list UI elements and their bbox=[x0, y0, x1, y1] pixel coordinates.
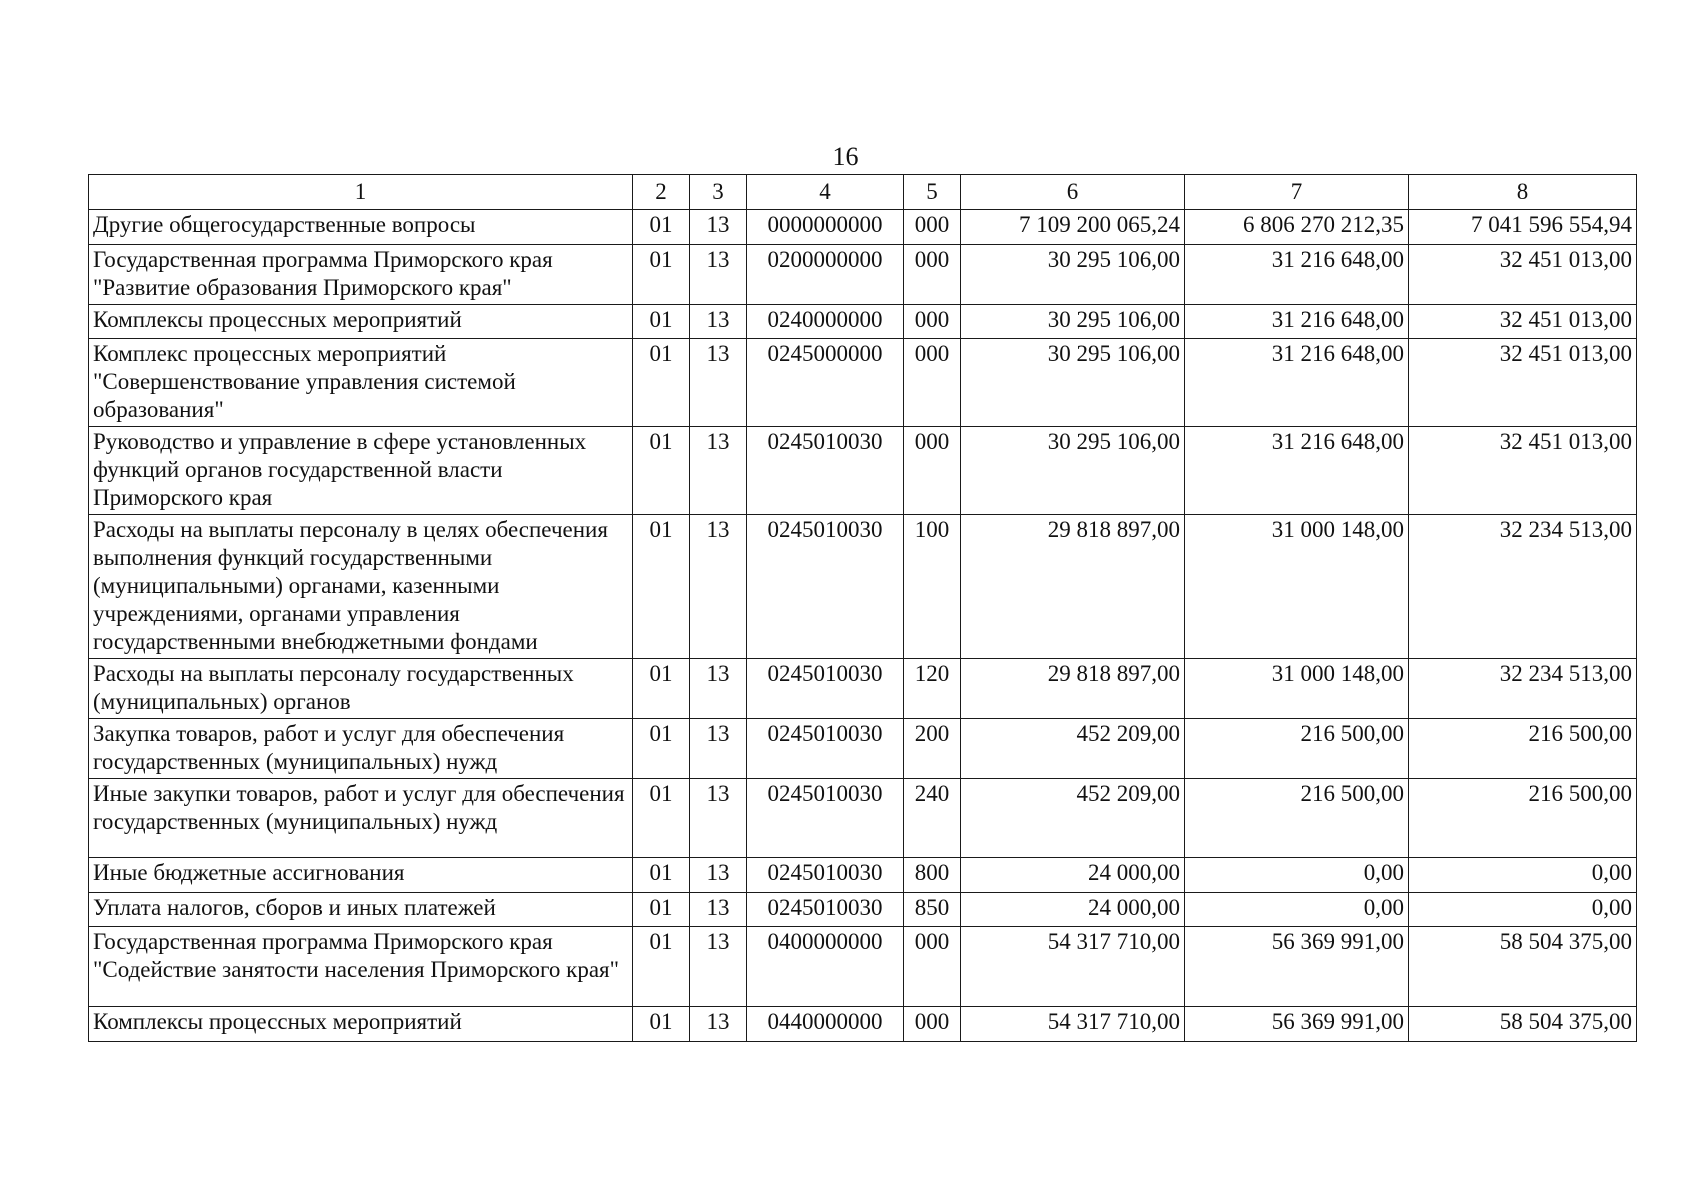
amount-column-7-cell: 31 000 148,00 bbox=[1185, 515, 1409, 659]
section-code-cell: 01 bbox=[633, 305, 690, 339]
table-row bbox=[89, 305, 1637, 339]
column-header-5: 5 bbox=[904, 175, 961, 210]
table-row bbox=[89, 893, 1637, 927]
target-article-code-cell: 0200000000 bbox=[747, 245, 904, 305]
amount-column-7-cell: 31 216 648,00 bbox=[1185, 245, 1409, 305]
row-name-cell: Уплата налогов, сборов и иных платежей bbox=[89, 893, 633, 927]
section-code-cell: 01 bbox=[633, 779, 690, 858]
row-name-cell: Комплексы процессных мероприятий bbox=[89, 1007, 633, 1042]
row-name-cell: Государственная программа Приморского края "Развитие образования Приморского края" bbox=[89, 245, 633, 305]
subsection-code-cell: 13 bbox=[690, 858, 747, 893]
column-header-2: 2 bbox=[633, 175, 690, 210]
subsection-code-cell: 13 bbox=[690, 779, 747, 858]
amount-column-8-cell: 216 500,00 bbox=[1409, 779, 1637, 858]
expense-type-code-cell: 200 bbox=[904, 719, 961, 779]
target-article-code-cell: 0245010030 bbox=[747, 779, 904, 858]
expense-type-code-cell: 000 bbox=[904, 305, 961, 339]
table-row bbox=[89, 427, 1637, 515]
subsection-code-cell: 13 bbox=[690, 305, 747, 339]
column-header-4: 4 bbox=[747, 175, 904, 210]
section-code-cell: 01 bbox=[633, 210, 690, 245]
amount-column-7-cell: 216 500,00 bbox=[1185, 779, 1409, 858]
column-header-8: 8 bbox=[1409, 175, 1637, 210]
amount-column-8-cell: 32 451 013,00 bbox=[1409, 245, 1637, 305]
row-name-cell: Другие общегосударственные вопросы bbox=[89, 210, 633, 245]
target-article-code-cell: 0400000000 bbox=[747, 927, 904, 1007]
target-article-code-cell: 0440000000 bbox=[747, 1007, 904, 1042]
amount-column-7-cell: 31 000 148,00 bbox=[1185, 659, 1409, 719]
amount-column-8-cell: 0,00 bbox=[1409, 858, 1637, 893]
subsection-code-cell: 13 bbox=[690, 339, 747, 427]
amount-column-7-cell: 216 500,00 bbox=[1185, 719, 1409, 779]
page-number: 16 bbox=[832, 142, 859, 171]
header-row bbox=[89, 175, 1637, 210]
table-row bbox=[89, 210, 1637, 245]
amount-column-6-cell: 24 000,00 bbox=[961, 858, 1185, 893]
section-code-cell: 01 bbox=[633, 927, 690, 1007]
row-name-cell: Комплекс процессных мероприятий "Совершенствование управления системой образования" bbox=[89, 339, 633, 427]
expense-type-code-cell: 000 bbox=[904, 427, 961, 515]
section-code-cell: 01 bbox=[633, 339, 690, 427]
budget-table bbox=[88, 174, 1637, 1042]
target-article-code-cell: 0245010030 bbox=[747, 427, 904, 515]
amount-column-8-cell: 32 234 513,00 bbox=[1409, 659, 1637, 719]
amount-column-6-cell: 29 818 897,00 bbox=[961, 659, 1185, 719]
target-article-code-cell: 0245010030 bbox=[747, 659, 904, 719]
row-name-cell: Закупка товаров, работ и услуг для обеспечения государственных (муниципальных) нужд bbox=[89, 719, 633, 779]
subsection-code-cell: 13 bbox=[690, 1007, 747, 1042]
table-row bbox=[89, 659, 1637, 719]
table-row bbox=[89, 927, 1637, 1007]
amount-column-7-cell: 31 216 648,00 bbox=[1185, 427, 1409, 515]
amount-column-8-cell: 0,00 bbox=[1409, 893, 1637, 927]
amount-column-7-cell: 0,00 bbox=[1185, 893, 1409, 927]
row-name-cell: Расходы на выплаты персоналу в целях обеспечения выполнения функций государственными (муниципальными) органами, казенными учреждениями, органами управления государственными внебюджетными фондами bbox=[89, 515, 633, 659]
target-article-code-cell: 0245010030 bbox=[747, 515, 904, 659]
subsection-code-cell: 13 bbox=[690, 719, 747, 779]
amount-column-7-cell: 6 806 270 212,35 bbox=[1185, 210, 1409, 245]
amount-column-8-cell: 58 504 375,00 bbox=[1409, 927, 1637, 1007]
amount-column-6-cell: 54 317 710,00 bbox=[961, 927, 1185, 1007]
subsection-code-cell: 13 bbox=[690, 927, 747, 1007]
amount-column-6-cell: 452 209,00 bbox=[961, 719, 1185, 779]
expense-type-code-cell: 100 bbox=[904, 515, 961, 659]
subsection-code-cell: 13 bbox=[690, 659, 747, 719]
amount-column-6-cell: 452 209,00 bbox=[961, 779, 1185, 858]
expense-type-code-cell: 000 bbox=[904, 927, 961, 1007]
amount-column-6-cell: 30 295 106,00 bbox=[961, 305, 1185, 339]
section-code-cell: 01 bbox=[633, 893, 690, 927]
target-article-code-cell: 0240000000 bbox=[747, 305, 904, 339]
amount-column-8-cell: 32 451 013,00 bbox=[1409, 339, 1637, 427]
column-header-7: 7 bbox=[1185, 175, 1409, 210]
section-code-cell: 01 bbox=[633, 858, 690, 893]
target-article-code-cell: 0245010030 bbox=[747, 893, 904, 927]
amount-column-6-cell: 24 000,00 bbox=[961, 893, 1185, 927]
section-code-cell: 01 bbox=[633, 659, 690, 719]
table-row bbox=[89, 858, 1637, 893]
subsection-code-cell: 13 bbox=[690, 893, 747, 927]
target-article-code-cell: 0245010030 bbox=[747, 719, 904, 779]
amount-column-6-cell: 7 109 200 065,24 bbox=[961, 210, 1185, 245]
row-name-cell: Государственная программа Приморского края "Содействие занятости населения Приморского края" bbox=[89, 927, 633, 1007]
table-row bbox=[89, 779, 1637, 858]
amount-column-8-cell: 216 500,00 bbox=[1409, 719, 1637, 779]
amount-column-7-cell: 56 369 991,00 bbox=[1185, 927, 1409, 1007]
amount-column-6-cell: 30 295 106,00 bbox=[961, 339, 1185, 427]
expense-type-code-cell: 850 bbox=[904, 893, 961, 927]
table-row bbox=[89, 245, 1637, 305]
amount-column-8-cell: 32 451 013,00 bbox=[1409, 427, 1637, 515]
amount-column-7-cell: 0,00 bbox=[1185, 858, 1409, 893]
amount-column-8-cell: 58 504 375,00 bbox=[1409, 1007, 1637, 1042]
section-code-cell: 01 bbox=[633, 515, 690, 659]
expense-type-code-cell: 120 bbox=[904, 659, 961, 719]
amount-column-8-cell: 7 041 596 554,94 bbox=[1409, 210, 1637, 245]
column-header-6: 6 bbox=[961, 175, 1185, 210]
expense-type-code-cell: 000 bbox=[904, 210, 961, 245]
column-header-3: 3 bbox=[690, 175, 747, 210]
row-name-cell: Иные закупки товаров, работ и услуг для обеспечения государственных (муниципальных) нужд bbox=[89, 779, 633, 858]
expense-type-code-cell: 800 bbox=[904, 858, 961, 893]
subsection-code-cell: 13 bbox=[690, 210, 747, 245]
target-article-code-cell: 0245000000 bbox=[747, 339, 904, 427]
amount-column-7-cell: 31 216 648,00 bbox=[1185, 339, 1409, 427]
amount-column-7-cell: 31 216 648,00 bbox=[1185, 305, 1409, 339]
expense-type-code-cell: 000 bbox=[904, 245, 961, 305]
amount-column-6-cell: 29 818 897,00 bbox=[961, 515, 1185, 659]
amount-column-7-cell: 56 369 991,00 bbox=[1185, 1007, 1409, 1042]
row-name-cell: Комплексы процессных мероприятий bbox=[89, 305, 633, 339]
subsection-code-cell: 13 bbox=[690, 515, 747, 659]
row-name-cell: Расходы на выплаты персоналу государственных (муниципальных) органов bbox=[89, 659, 633, 719]
expense-type-code-cell: 240 bbox=[904, 779, 961, 858]
target-article-code-cell: 0245010030 bbox=[747, 858, 904, 893]
row-name-cell: Иные бюджетные ассигнования bbox=[89, 858, 633, 893]
table-row bbox=[89, 339, 1637, 427]
table-body bbox=[89, 210, 1637, 1042]
amount-column-6-cell: 30 295 106,00 bbox=[961, 245, 1185, 305]
expense-type-code-cell: 000 bbox=[904, 339, 961, 427]
section-code-cell: 01 bbox=[633, 245, 690, 305]
subsection-code-cell: 13 bbox=[690, 427, 747, 515]
table-row bbox=[89, 1007, 1637, 1042]
column-header-1: 1 bbox=[89, 175, 633, 210]
subsection-code-cell: 13 bbox=[690, 245, 747, 305]
table-row bbox=[89, 515, 1637, 659]
amount-column-8-cell: 32 451 013,00 bbox=[1409, 305, 1637, 339]
amount-column-6-cell: 54 317 710,00 bbox=[961, 1007, 1185, 1042]
section-code-cell: 01 bbox=[633, 427, 690, 515]
amount-column-6-cell: 30 295 106,00 bbox=[961, 427, 1185, 515]
row-name-cell: Руководство и управление в сфере установленных функций органов государственной власти Приморского края bbox=[89, 427, 633, 515]
target-article-code-cell: 0000000000 bbox=[747, 210, 904, 245]
section-code-cell: 01 bbox=[633, 1007, 690, 1042]
amount-column-8-cell: 32 234 513,00 bbox=[1409, 515, 1637, 659]
table-row bbox=[89, 719, 1637, 779]
expense-type-code-cell: 000 bbox=[904, 1007, 961, 1042]
section-code-cell: 01 bbox=[633, 719, 690, 779]
